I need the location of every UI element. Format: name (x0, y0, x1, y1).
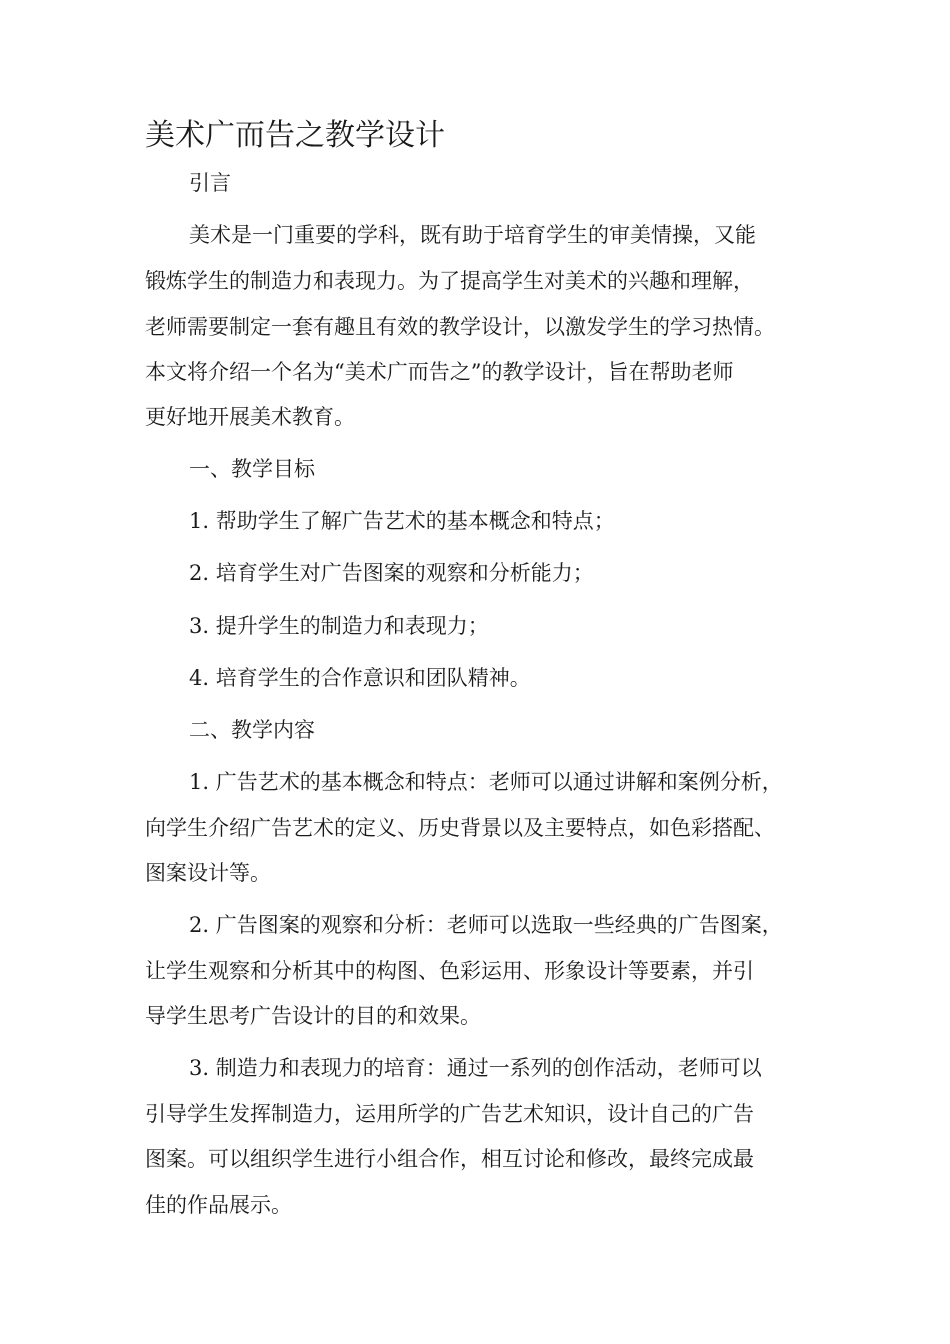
content2-line-1: 2. 广告图案的观察和分析：老师可以选取一些经典的广告图案， (189, 913, 783, 937)
content1-line-3: 图案设计等。 (145, 861, 271, 885)
content3-line-2: 引导学生发挥制造力，运用所学的广告艺术知识，设计自己的广告 (145, 1102, 754, 1126)
content2-line-3: 导学生思考广告设计的目的和效果。 (145, 1004, 481, 1028)
intro-line-4: 本文将介绍一个名为“美术广而告之”的教学设计，旨在帮助老师 (145, 360, 734, 384)
intro-line-2: 锻炼学生的制造力和表现力。为了提高学生对美术的兴趣和理解， (145, 269, 754, 293)
intro-heading: 引言 (189, 171, 231, 195)
content1-line-2: 向学生介绍广告艺术的定义、历史背景以及主要特点，如色彩搭配、 (145, 816, 775, 840)
intro-line-1: 美术是一门重要的学科，既有助于培育学生的审美情操，又能 (189, 223, 756, 247)
intro-line-3: 老师需要制定一套有趣且有效的教学设计，以激发学生的学习热情。 (145, 315, 775, 339)
content3-line-1: 3. 制造力和表现力的培育：通过一系列的创作活动，老师可以 (189, 1056, 762, 1080)
document-title: 美术广而告之教学设计 (145, 118, 445, 153)
content1-line-1: 1. 广告艺术的基本概念和特点：老师可以通过讲解和案例分析， (189, 770, 783, 794)
goal-item-2: 2. 培育学生对广告图案的观察和分析能力； (189, 561, 594, 585)
section2-heading: 二、教学内容 (189, 718, 315, 742)
content3-line-4: 佳的作品展示。 (145, 1193, 292, 1217)
goal-item-4: 4. 培育学生的合作意识和团队精神。 (189, 666, 531, 690)
intro-line-5: 更好地开展美术教育。 (145, 405, 355, 429)
content3-line-3: 图案。可以组织学生进行小组合作，相互讨论和修改，最终完成最 (145, 1147, 754, 1171)
goal-item-1: 1. 帮助学生了解广告艺术的基本概念和特点； (189, 509, 615, 533)
goal-item-3: 3. 提升学生的制造力和表现力； (189, 614, 489, 638)
content2-line-2: 让学生观察和分析其中的构图、色彩运用、形象设计等要素，并引 (145, 959, 754, 983)
section1-heading: 一、教学目标 (189, 457, 315, 481)
